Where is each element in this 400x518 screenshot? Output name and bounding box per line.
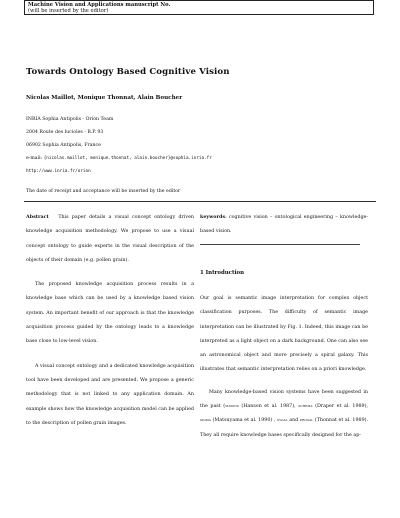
intro-text-d: (Matsuyama et al. 1990) , (210, 418, 276, 424)
affiliation-city: 06902 Sophia Antipolis, France (26, 143, 101, 148)
header-divider (24, 201, 376, 202)
journal-name: Machine Vision and Applications manuscript No. (28, 2, 171, 8)
system-visions: visions (225, 404, 239, 410)
paper-authors: Nicolas Maillot, Monique Thonnat, Alain Boucher (26, 95, 183, 101)
editor-note: (will be inserted by the editor) (28, 8, 109, 15)
affiliation-lab: INRIA Sophia Antipolis - Orion Team (26, 117, 114, 122)
system-schema: schema (298, 404, 313, 410)
intro-paragraph-1: Our goal is semantic image interpretation for complex object classification purposes. The difficulty of semantic image interpretation can be illustrated by Fig. 1. Indeed, this image can be interpreted as a light object on a dark background. One can also see an astronomical object and more precisely a spiral galaxy. This illustrates that semantic interpretation relies on a priori knowledge. (200, 296, 368, 373)
affiliation-email-line (26, 152, 212, 165)
abstract-text-1: This paper details a visual concept ontology driven knowledge acquisition methodology. We propose to use a visual concept ontology to guide experts in the visual description of the objects of their domain (e.g. pollen grain). (26, 215, 194, 263)
email-prefix: e-mail: (26, 156, 43, 161)
intro-text-b: (Hanson et al. 1987), (238, 404, 296, 410)
keywords-text: : cognitive vision – ontological engineering – knowledge-based vision. (200, 215, 368, 235)
system-sigma: sigma (200, 418, 211, 424)
intro-paragraph-2 (200, 386, 368, 443)
left-column (26, 210, 194, 441)
abstract-paragraph-3: A visual concept ontology and a dedicated knowledge acquisition tool have been developed and are presented. We propose a generic methodology that is not linked to any application domain. An example shows how the knowledge acquisition model can be applied to the description of pollen grain images. (26, 363, 194, 426)
abstract-paragraph-1 (26, 210, 194, 268)
section-heading-introduction: 1 Introduction (200, 270, 245, 276)
affiliation-block (26, 113, 212, 178)
keywords-line (200, 210, 368, 240)
receipt-note: The date of receipt and acceptance will be inserted by the editor (26, 189, 181, 194)
abstract-paragraph-2: The proposed knowledge acquisition process results in a knowledge base which can be used by a knowledge based vision system. An important benefit of our approach is that the knowledge acquisition process guided by the ontology leads to a knowledge base close to low-level vision. (26, 282, 194, 345)
paper-title: Towards Ontology Based Cognitive Vision (26, 67, 230, 77)
system-progal: progal (299, 418, 314, 424)
affiliation-url[interactable]: http://www.inria.fr/orion (26, 169, 91, 174)
abstract-label: Abstract (26, 214, 49, 220)
intro-text-f: (Thonnat et al. 1989). They all require knowledge bases specifically designed for the ap- (200, 418, 369, 438)
email-address[interactable]: {nicolas.maillot, monique.thonnat, alain.boucher}@sophia.inria.fr (43, 156, 212, 161)
introduction-body (200, 292, 368, 451)
journal-header-box (24, 0, 374, 15)
keywords-label: keywords (200, 214, 226, 220)
keywords-divider (200, 244, 360, 245)
intro-text-e: and (287, 418, 299, 424)
intro-text-a: Many knowledge-based vision systems have been suggested in the past ( (200, 389, 368, 410)
intro-text-c: (Draper et al. 1989), (312, 404, 369, 410)
system-sygal: sygal (277, 418, 288, 424)
affiliation-street: 2004 Route des lucioles - B.P. 93 (26, 130, 104, 135)
